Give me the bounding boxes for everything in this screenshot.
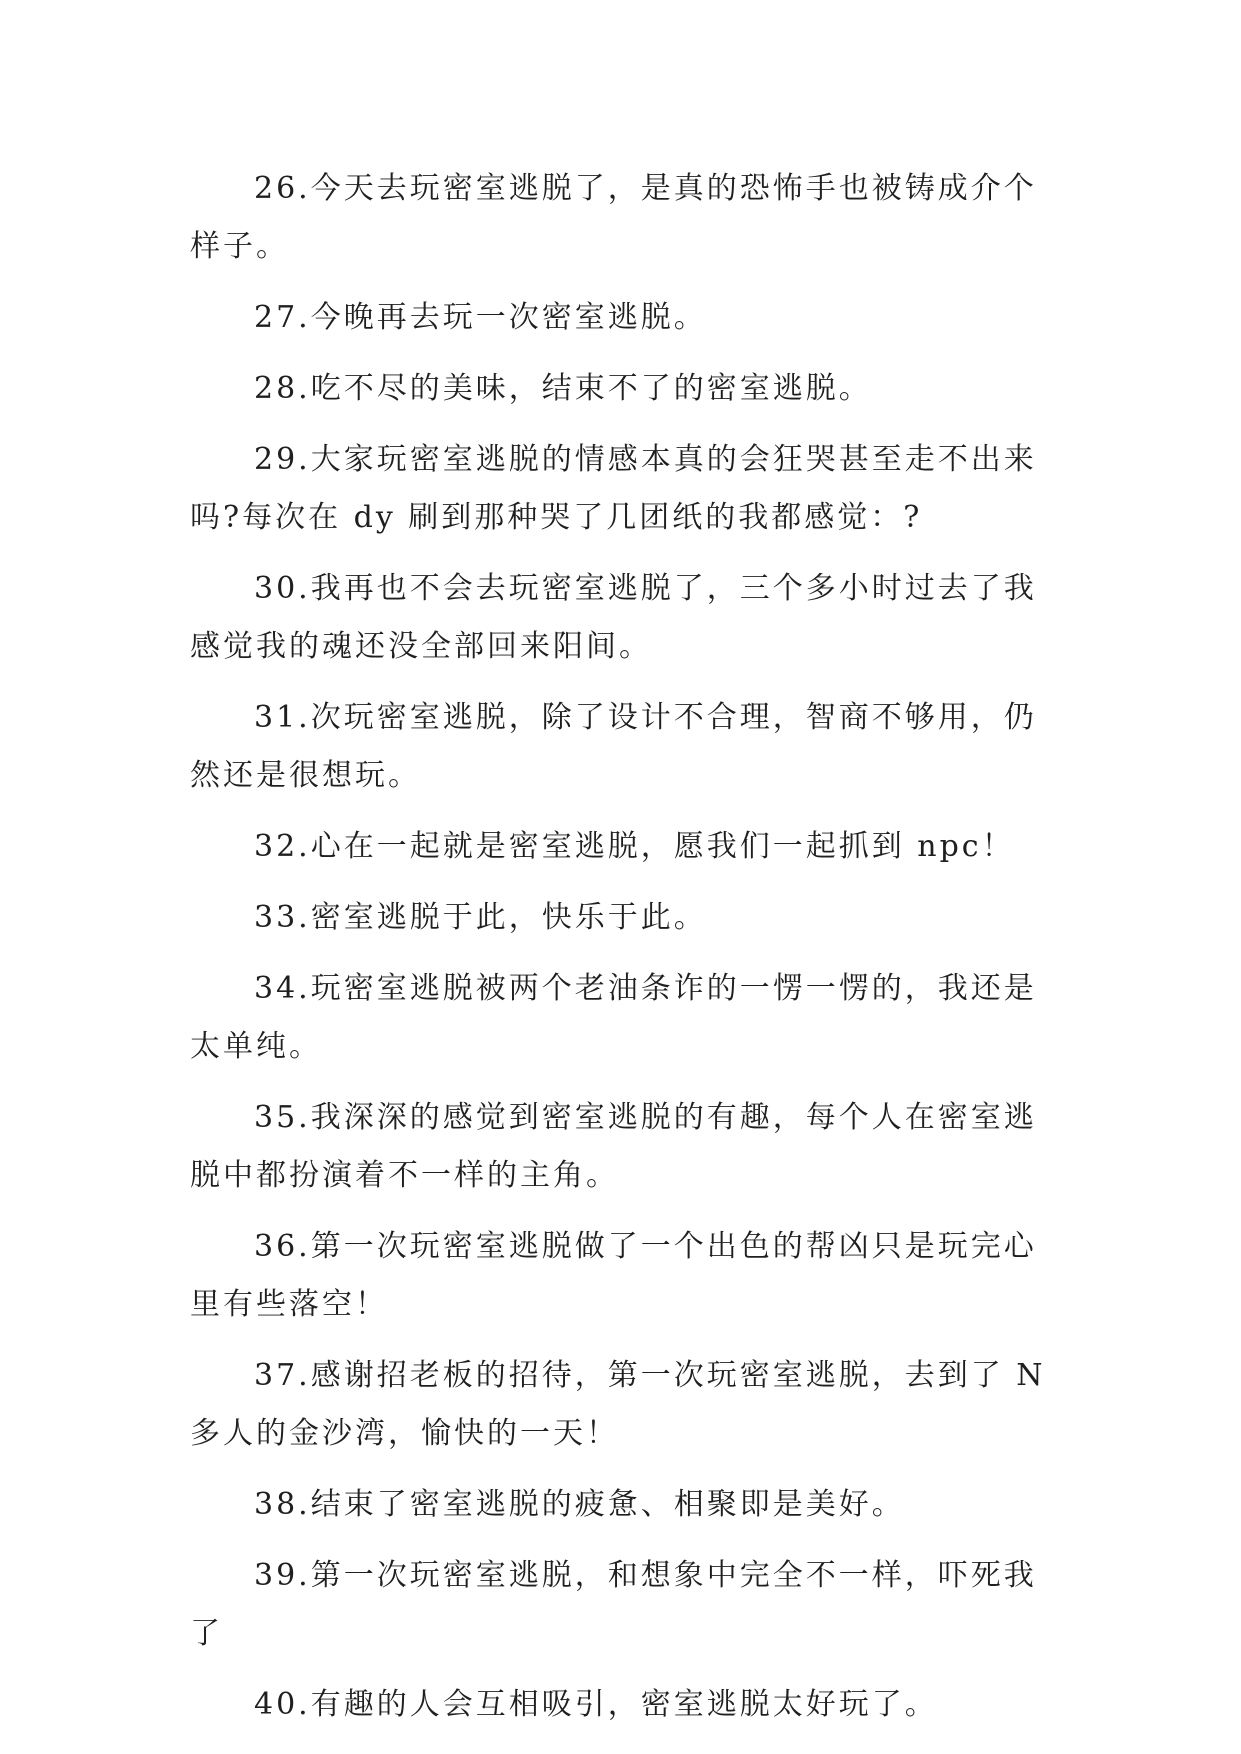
list-item: 30.我再也不会去玩密室逃脱了，三个多小时过去了我感觉我的魂还没全部回来阳间。 <box>190 571 1037 664</box>
list-item: 35.我深深的感觉到密室逃脱的有趣，每个人在密室逃脱中都扮演着不一样的主角。 <box>190 1100 1037 1193</box>
list-item: 38.结束了密室逃脱的疲惫、相聚即是美好。 <box>254 1487 905 1522</box>
list-item: 36.第一次玩密室逃脱做了一个出色的帮凶只是玩完心里有些落空！ <box>190 1229 1037 1322</box>
list-item: 37.感谢招老板的招待，第一次玩密室逃脱，去到了 N 多人的金沙湾，愉快的一天！ <box>190 1358 1046 1451</box>
list-item: 31.次玩密室逃脱，除了设计不合理，智商不够用，仍然还是很想玩。 <box>190 700 1037 793</box>
list-item: 29.大家玩密室逃脱的情感本真的会狂哭甚至走不出来吗?每次在 dy 刷到那种哭了几团纸的我都感觉：? <box>190 442 1037 535</box>
list-item: 28.吃不尽的美味，结束不了的密室逃脱。 <box>254 371 872 406</box>
list-item: 40.有趣的人会互相吸引，密室逃脱太好玩了。 <box>254 1687 938 1722</box>
list-item: 26.今天去玩密室逃脱了，是真的恐怖手也被铸成介个样子。 <box>190 171 1037 264</box>
list-item: 32.心在一起就是密室逃脱，愿我们一起抓到 npc！ <box>254 829 1015 864</box>
list-item: 33.密室逃脱于此，快乐于此。 <box>254 900 707 935</box>
list-item: 39.第一次玩密室逃脱，和想象中完全不一样，吓死我了 <box>190 1558 1037 1651</box>
list-item: 27.今晚再去玩一次密室逃脱。 <box>254 300 707 335</box>
list-item: 34.玩密室逃脱被两个老油条诈的一愣一愣的，我还是太单纯。 <box>190 971 1037 1064</box>
document-body <box>190 160 1054 1747</box>
